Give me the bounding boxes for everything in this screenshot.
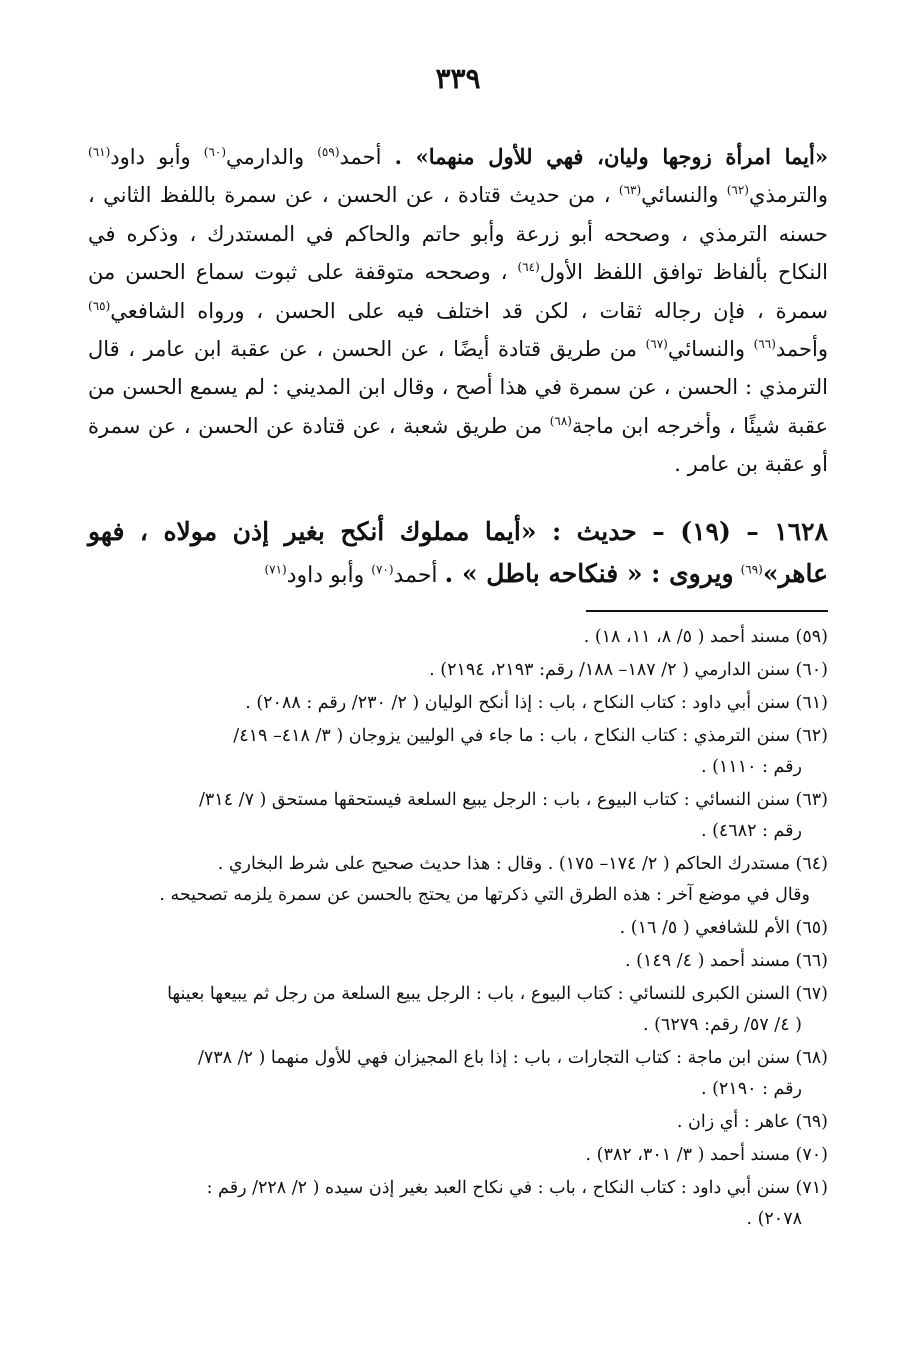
footnote-continuation: رقم : ٢١٩٠) . [700, 1079, 802, 1099]
footnote-number: (٦٠) [795, 660, 828, 680]
footnote-text: سنن النسائي : كتاب البيوع ، باب : الرجل يبيع السلعة فيستحقها مستحق ( ٧/ ٣١٤/ [199, 790, 790, 810]
body-text-segment: والنسائي [641, 183, 719, 208]
footnote-ref[interactable]: (٦٥) [88, 298, 111, 313]
hadith-source: وأبو داود [286, 563, 365, 588]
footnote-item [100, 913, 828, 944]
body-text-segment: ، من حديث قتادة ، عن الحسن ، عن سمرة باللفظ الثاني ، حسنه الترمذي ، وصححه أبو زرعة وأبو حاتم والحاكم في المستدرك ، وذكره في النكاح بألفاظ توافق اللفظ الأول [88, 183, 828, 285]
footnote-number: (٦٩) [795, 1112, 828, 1132]
footnote-ref[interactable]: (٧١) [264, 562, 287, 577]
footnote-item [100, 979, 828, 1041]
footnote-item [100, 655, 828, 686]
footnote-text: عاهر : أي زان . [676, 1112, 790, 1132]
footnote-text: مسند أحمد ( ٤/ ١٤٩) . [624, 951, 790, 971]
body-text-segment: والترمذي [748, 183, 828, 208]
footnote-ref[interactable]: (٦١) [88, 145, 111, 159]
footnote-continuation: رقم : ٤٦٨٢) . [700, 821, 802, 841]
footnote-item [100, 785, 828, 847]
footnote-ref[interactable]: (٦٦) [753, 337, 776, 352]
footnote-ref[interactable]: (٦٨) [549, 413, 572, 428]
body-text-segment: أحمد [339, 145, 382, 169]
body-text-segment: والنسائي [667, 337, 746, 362]
footnote-number: (٦١) [795, 693, 828, 713]
footnote-ref[interactable]: (٦٣) [618, 183, 642, 198]
hadith-entry [88, 512, 828, 596]
footnote-item [100, 688, 828, 719]
footnote-item [100, 1043, 828, 1105]
footnote-ref[interactable]: (٦٩) [740, 562, 763, 577]
footnote-ref[interactable]: (٧٠) [371, 562, 394, 577]
hadith-variant: ويروى : « فنكاحه باطل » . [444, 559, 734, 588]
footnote-number: (٦٤) [795, 854, 828, 874]
footnote-item [100, 622, 828, 653]
body-text-segment: ، وصححه متوقفة على ثبوت سماع الحسن من سمرة ، فإن رجاله ثقات ، لكن قد اختلف فيه على الحسن ، ورواه الشافعي [88, 260, 828, 323]
footnote-text: مستدرك الحاكم ( ٢/ ١٧٤– ١٧٥) . وقال : هذا حديث صحيح على شرط البخاري . [217, 854, 790, 874]
footnote-number: (٦٢) [795, 726, 828, 746]
footnote-text: سنن أبي داود : كتاب النكاح ، باب : في نكاح العبد بغير إذن سيده ( ٢/ ٢٢٨/ رقم : [206, 1178, 790, 1198]
footnote-item [100, 946, 828, 977]
body-text-segment: من طريق شعبة ، عن قتادة عن الحسن ، عن سمرة أو عقبة بن عامر . [88, 413, 828, 477]
footnote-ref[interactable]: (٦٤) [517, 260, 540, 275]
body-text-segment: وأبو داود [110, 145, 191, 169]
footnote-item [100, 721, 828, 783]
footnote-number: (٦٣) [795, 790, 828, 810]
footnote-text: سنن ابن ماجة : كتاب التجارات ، باب : إذا باع المجيزان فهي للأول منهما ( ٢/ ٧٣٨/ [197, 1048, 790, 1068]
footnote-text: السنن الكبرى للنسائي : كتاب البيوع ، باب : الرجل يبيع السلعة من رجل ثم يبيعها بعينها [167, 984, 790, 1004]
body-text-segment: من طريق قتادة أيضًا ، عن الحسن ، عن عقبة ابن عامر ، قال الترمذي : الحسن ، عن سمرة في هذا أصح ، وقال ابن المديني : لم يسمع الحسن من عقبة شيئًا ، وأخرجه ابن ماجة [88, 337, 828, 438]
page-number: ٣٣٩ [435, 62, 481, 95]
footnote-number: (٦٧) [795, 984, 828, 1004]
footnote-continuation: رقم : ١١١٠) . [700, 757, 802, 777]
footnotes-list [100, 622, 828, 1237]
footnote-ref[interactable]: (٦٠) [203, 145, 227, 159]
footnote-number: (٥٩) [795, 627, 828, 647]
hadith-heading: ١٦٢٨ – (١٩) – حديث : «أيما مملوك أنكح بغير إذن مولاه ، فهو عاهر» [88, 517, 828, 588]
footnote-text: سنن أبي داود : كتاب النكاح ، باب : إذا أنكح الوليان ( ٢/ ٢٣٠/ رقم : ٢٠٨٨) . [245, 693, 790, 713]
footnote-number: (٧٠) [795, 1145, 828, 1165]
footnote-text: سنن الدارمي ( ٢/ ١٨٧– ١٨٨/ رقم: ٢١٩٣، ٢١٩٤) . [429, 660, 790, 680]
footnote-continuation: ٢٠٧٨) . [746, 1209, 802, 1229]
footnote-continuation: ( ٤/ ٥٧/ رقم: ٦٢٧٩) . [642, 1015, 802, 1035]
hadith-source: أحمد [393, 563, 438, 588]
quoted-hadith-text: «أيما امرأة زوجها وليان، فهي للأول منهما» . [394, 144, 828, 169]
footnote-subtext: وقال في موضع آخر : هذه الطرق التي ذكرتها من يحتج بالحسن عن سمرة يلزمه تصحيحه . [159, 885, 810, 905]
footnote-item [100, 1107, 828, 1138]
footnote-text: مسند أحمد ( ٣/ ٣٠١، ٣٨٢) . [585, 1145, 790, 1165]
footnote-number: (٦٨) [795, 1048, 828, 1068]
footnote-ref[interactable]: (٦٢) [726, 183, 749, 198]
footnote-text: سنن الترمذي : كتاب النكاح ، باب : ما جاء في الوليين يزوجان ( ٣/ ٤١٨– ٤١٩/ [233, 726, 790, 746]
body-text-segment: والدارمي [226, 145, 305, 169]
footnote-text: مسند أحمد ( ٥/ ٨، ١١، ١٨) . [583, 627, 790, 647]
footnote-text: الأم للشافعي ( ٥/ ١٦) . [619, 918, 790, 938]
body-text-segment: وأحمد [775, 337, 828, 362]
footnote-number: (٦٥) [795, 918, 828, 938]
commentary-paragraph [88, 138, 828, 484]
footnote-ref[interactable]: (٥٩) [317, 145, 340, 159]
footnote-item [100, 1173, 828, 1235]
footnote-number: (٧١) [795, 1178, 828, 1198]
footnote-number: (٦٦) [795, 951, 828, 971]
footnote-item [100, 1140, 828, 1171]
footnote-item [100, 849, 828, 911]
footnote-divider [586, 610, 828, 612]
footnote-ref[interactable]: (٦٧) [645, 337, 668, 352]
